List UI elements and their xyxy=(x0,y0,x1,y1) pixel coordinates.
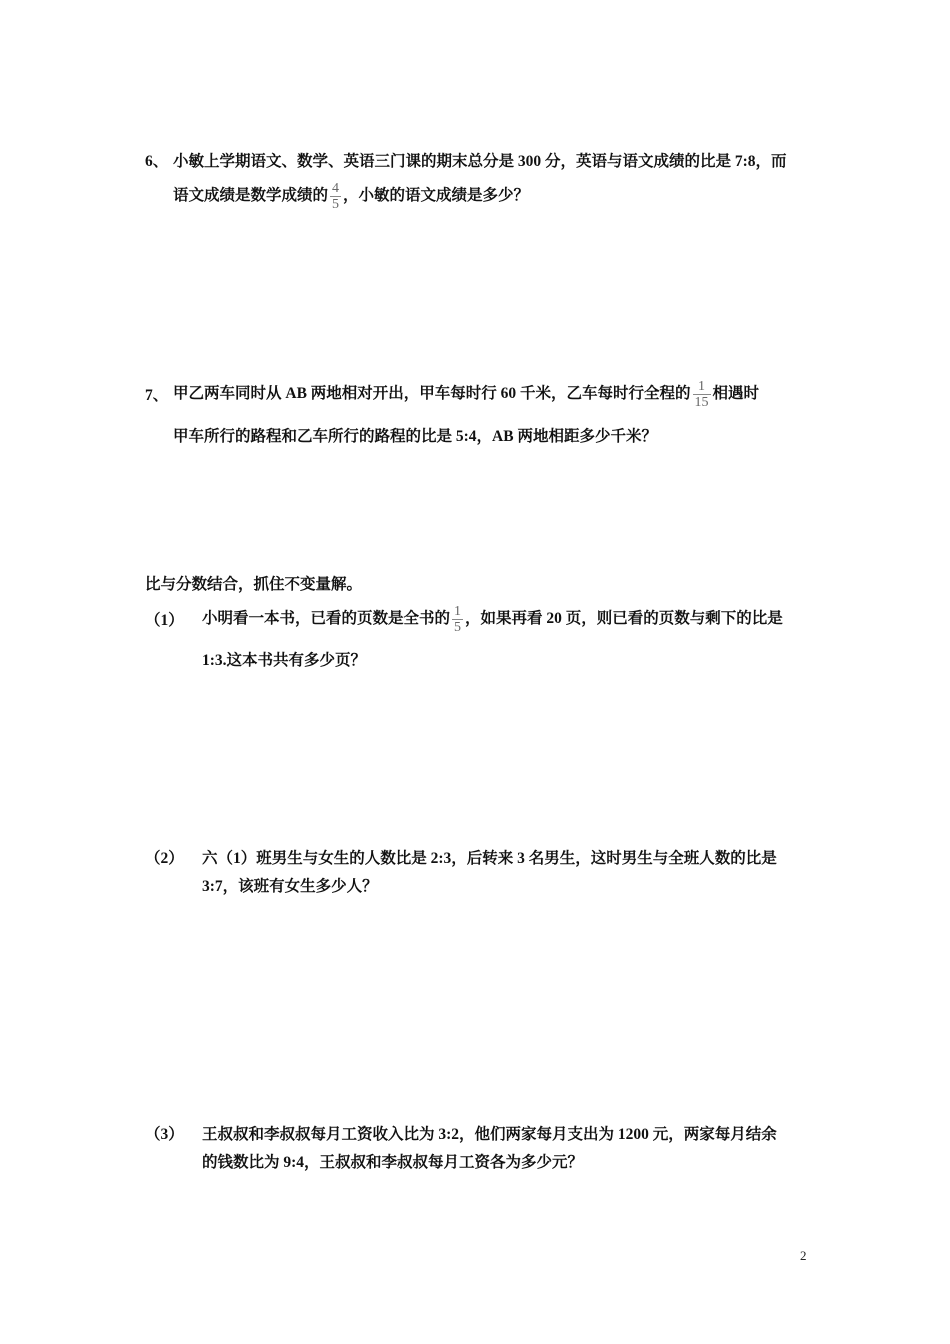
p1-number: （1） xyxy=(145,612,184,629)
q7-line-1-text-post: 相遇时 xyxy=(712,385,760,403)
q7-fraction-numerator: 1 xyxy=(698,379,706,394)
q6-line-2-text-post: ，小敏的语文成绩是多少？ xyxy=(343,187,530,205)
q6-line-2-text-pre: 语文成绩是数学成绩的 xyxy=(173,187,329,205)
q6-fraction-denominator: 5 xyxy=(332,197,340,212)
p1-line-1-text-post: ，如果再看 20 页，则已看的页数与剩下的比是 xyxy=(465,610,783,628)
p1-fraction xyxy=(452,604,463,635)
page-number: 2 xyxy=(800,1248,807,1263)
q6-line-2 xyxy=(173,181,529,212)
p3-number: （3） xyxy=(145,1126,184,1143)
p3-line-1: 王叔叔和李叔叔每月工资收入比为 3:2，他们两家每月支出为 1200 元，两家每月结余 xyxy=(202,1126,777,1143)
p1-fraction-numerator: 1 xyxy=(454,604,462,619)
p1-line-1-text-pre: 小明看一本书，已看的页数是全书的 xyxy=(202,610,451,628)
p1-line-2: 1:3.这本书共有多少页？ xyxy=(202,652,367,669)
q7-line-1-text-pre: 甲乙两车同时从 AB 两地相对开出，甲车每时行 60 千米，乙车每时行全程的 xyxy=(173,385,691,403)
q6-fraction xyxy=(330,181,341,212)
q7-fraction-denominator: 15 xyxy=(694,395,709,410)
q6-line-1: 小敏上学期语文、数学、英语三门课的期末总分是 300 分，英语与语文成绩的比是 7:8，而 xyxy=(173,153,787,170)
q7-number: 7、 xyxy=(145,387,169,404)
p2-line-2: 3:7，该班有女生多少人？ xyxy=(202,878,378,895)
q6-fraction-numerator: 4 xyxy=(332,181,340,196)
q7-fraction xyxy=(693,379,711,410)
p2-number: （2） xyxy=(145,850,184,867)
p1-fraction-denominator: 5 xyxy=(454,620,462,635)
p2-line-1: 六（1）班男生与女生的人数比是 2:3，后转来 3 名男生，这时男生与全班人数的比是 xyxy=(202,850,777,867)
q7-line-2: 甲车所行的路程和乙车所行的路程的比是 5:4，AB 两地相距多少千米？ xyxy=(173,428,657,445)
q7-line-1 xyxy=(173,379,759,410)
p1-line-1 xyxy=(202,604,783,635)
q6-number: 6、 xyxy=(145,153,169,170)
section-heading: 比与分数结合，抓住不变量解。 xyxy=(145,576,363,593)
p3-line-2: 的钱数比为 9:4，王叔叔和李叔叔每月工资各为多少元？ xyxy=(202,1154,584,1171)
